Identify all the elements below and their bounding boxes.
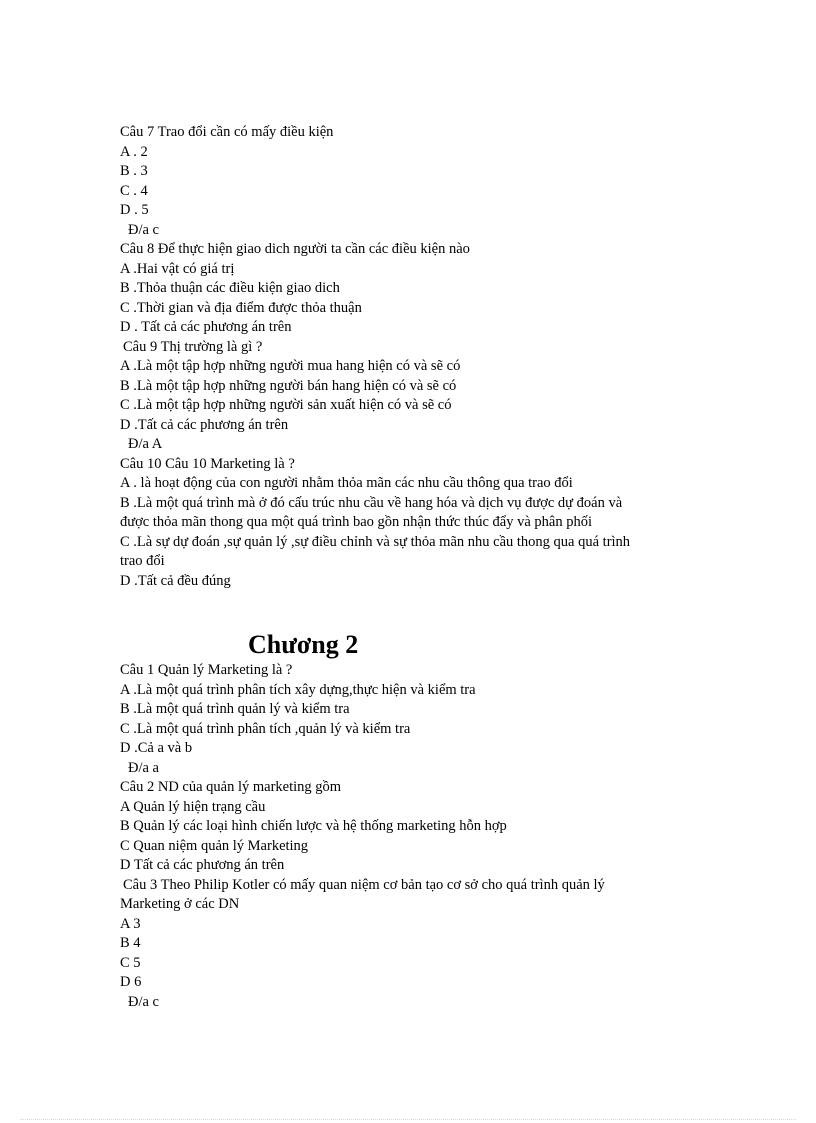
text-line: D .Tất cả đều đúng xyxy=(120,572,231,589)
text-line: Câu 7 Trao đổi cần có mấy điều kiện xyxy=(120,124,334,140)
chapter-2-questions xyxy=(120,661,700,1012)
text-line: Đ/a A xyxy=(128,436,163,452)
text-line: C 5 xyxy=(120,954,141,971)
text-line: Câu 3 Theo Philip Kotler có mấy quan niệm cơ bản tạo cơ sở cho quá trình quản lý xyxy=(123,876,605,893)
chapter-heading: Chương 2 xyxy=(248,630,359,659)
text-line: Câu 10 Câu 10 Marketing là ? xyxy=(120,455,295,472)
text-line: Câu 1 Quản lý Marketing là ? xyxy=(120,662,293,678)
text-line: D . Tất cả các phương án trên xyxy=(120,319,292,335)
text-line: D .Tất cả các phương án trên xyxy=(120,416,289,433)
text-line: Câu 8 Để thực hiện giao dich người ta cần các điều kiện nào xyxy=(120,241,470,257)
document-content xyxy=(120,123,700,1012)
text-line: A Quản lý hiện trạng cầu xyxy=(120,798,266,815)
text-line: A 3 xyxy=(120,915,141,932)
text-line: D 6 xyxy=(120,974,142,990)
text-line: B . 3 xyxy=(120,163,148,179)
chapter-1-questions xyxy=(120,123,700,591)
text-line: trao đổi xyxy=(120,553,165,569)
text-line: A .Là một quá trình phân tích xây dựng,thực hiện và kiểm tra xyxy=(120,681,476,698)
text-line: được thỏa mãn thong qua một quá trình bao gồn nhận thức thúc đẩy và phân phối xyxy=(120,514,592,530)
text-line: C .Thời gian và địa điểm được thỏa thuận xyxy=(120,299,362,316)
text-line: C Quan niệm quản lý Marketing xyxy=(120,837,309,854)
text-line: B 4 xyxy=(120,935,141,951)
text-line: C .Là một quá trình phân tích ,quản lý và kiểm tra xyxy=(120,720,411,737)
text-line: C .Là một tập hợp những người sản xuất hiện có và sẽ có xyxy=(120,397,452,413)
text-line: B .Thỏa thuận các điều kiện giao dich xyxy=(120,280,340,296)
text-line: D Tất cả các phương án trên xyxy=(120,857,285,873)
text-line: Đ/a c xyxy=(128,993,159,1010)
text-line: A . là hoạt động của con người nhằm thỏa mãn các nhu cầu thông qua trao đổi xyxy=(120,475,573,491)
text-line: Câu 9 Thị trường là gì ? xyxy=(123,338,263,355)
text-line: Marketing ở các DN xyxy=(120,896,240,912)
text-line: B .Là một quá trình quản lý và kiểm tra xyxy=(120,701,350,717)
text-line: A . 2 xyxy=(120,143,148,160)
page-bottom-divider xyxy=(20,1119,796,1120)
text-line: Đ/a a xyxy=(128,759,159,776)
text-line: A .Là một tập hợp những người mua hang hiện có và sẽ có xyxy=(120,358,461,374)
text-line: A .Hai vật có giá trị xyxy=(120,260,235,277)
text-line: C .Là sự dự đoán ,sự quản lý ,sự điều chỉnh và sự thỏa mãn nhu cầu thong qua quá trình xyxy=(120,533,631,550)
text-line: D . 5 xyxy=(120,202,149,218)
text-line: Đ/a c xyxy=(128,221,159,238)
text-line: C . 4 xyxy=(120,182,148,199)
text-line: B Quản lý các loại hình chiến lược và hệ thống marketing hỗn hợp xyxy=(120,818,507,834)
text-line: Câu 2 ND của quản lý marketing gồm xyxy=(120,779,342,795)
text-line: B .Là một quá trình mà ở đó cấu trúc nhu cầu về hang hóa và dịch vụ được dự đoán và xyxy=(120,494,623,511)
text-line: D .Cả a và b xyxy=(120,740,193,756)
text-line: B .Là một tập hợp những người bán hang hiện có và sẽ có xyxy=(120,377,457,394)
